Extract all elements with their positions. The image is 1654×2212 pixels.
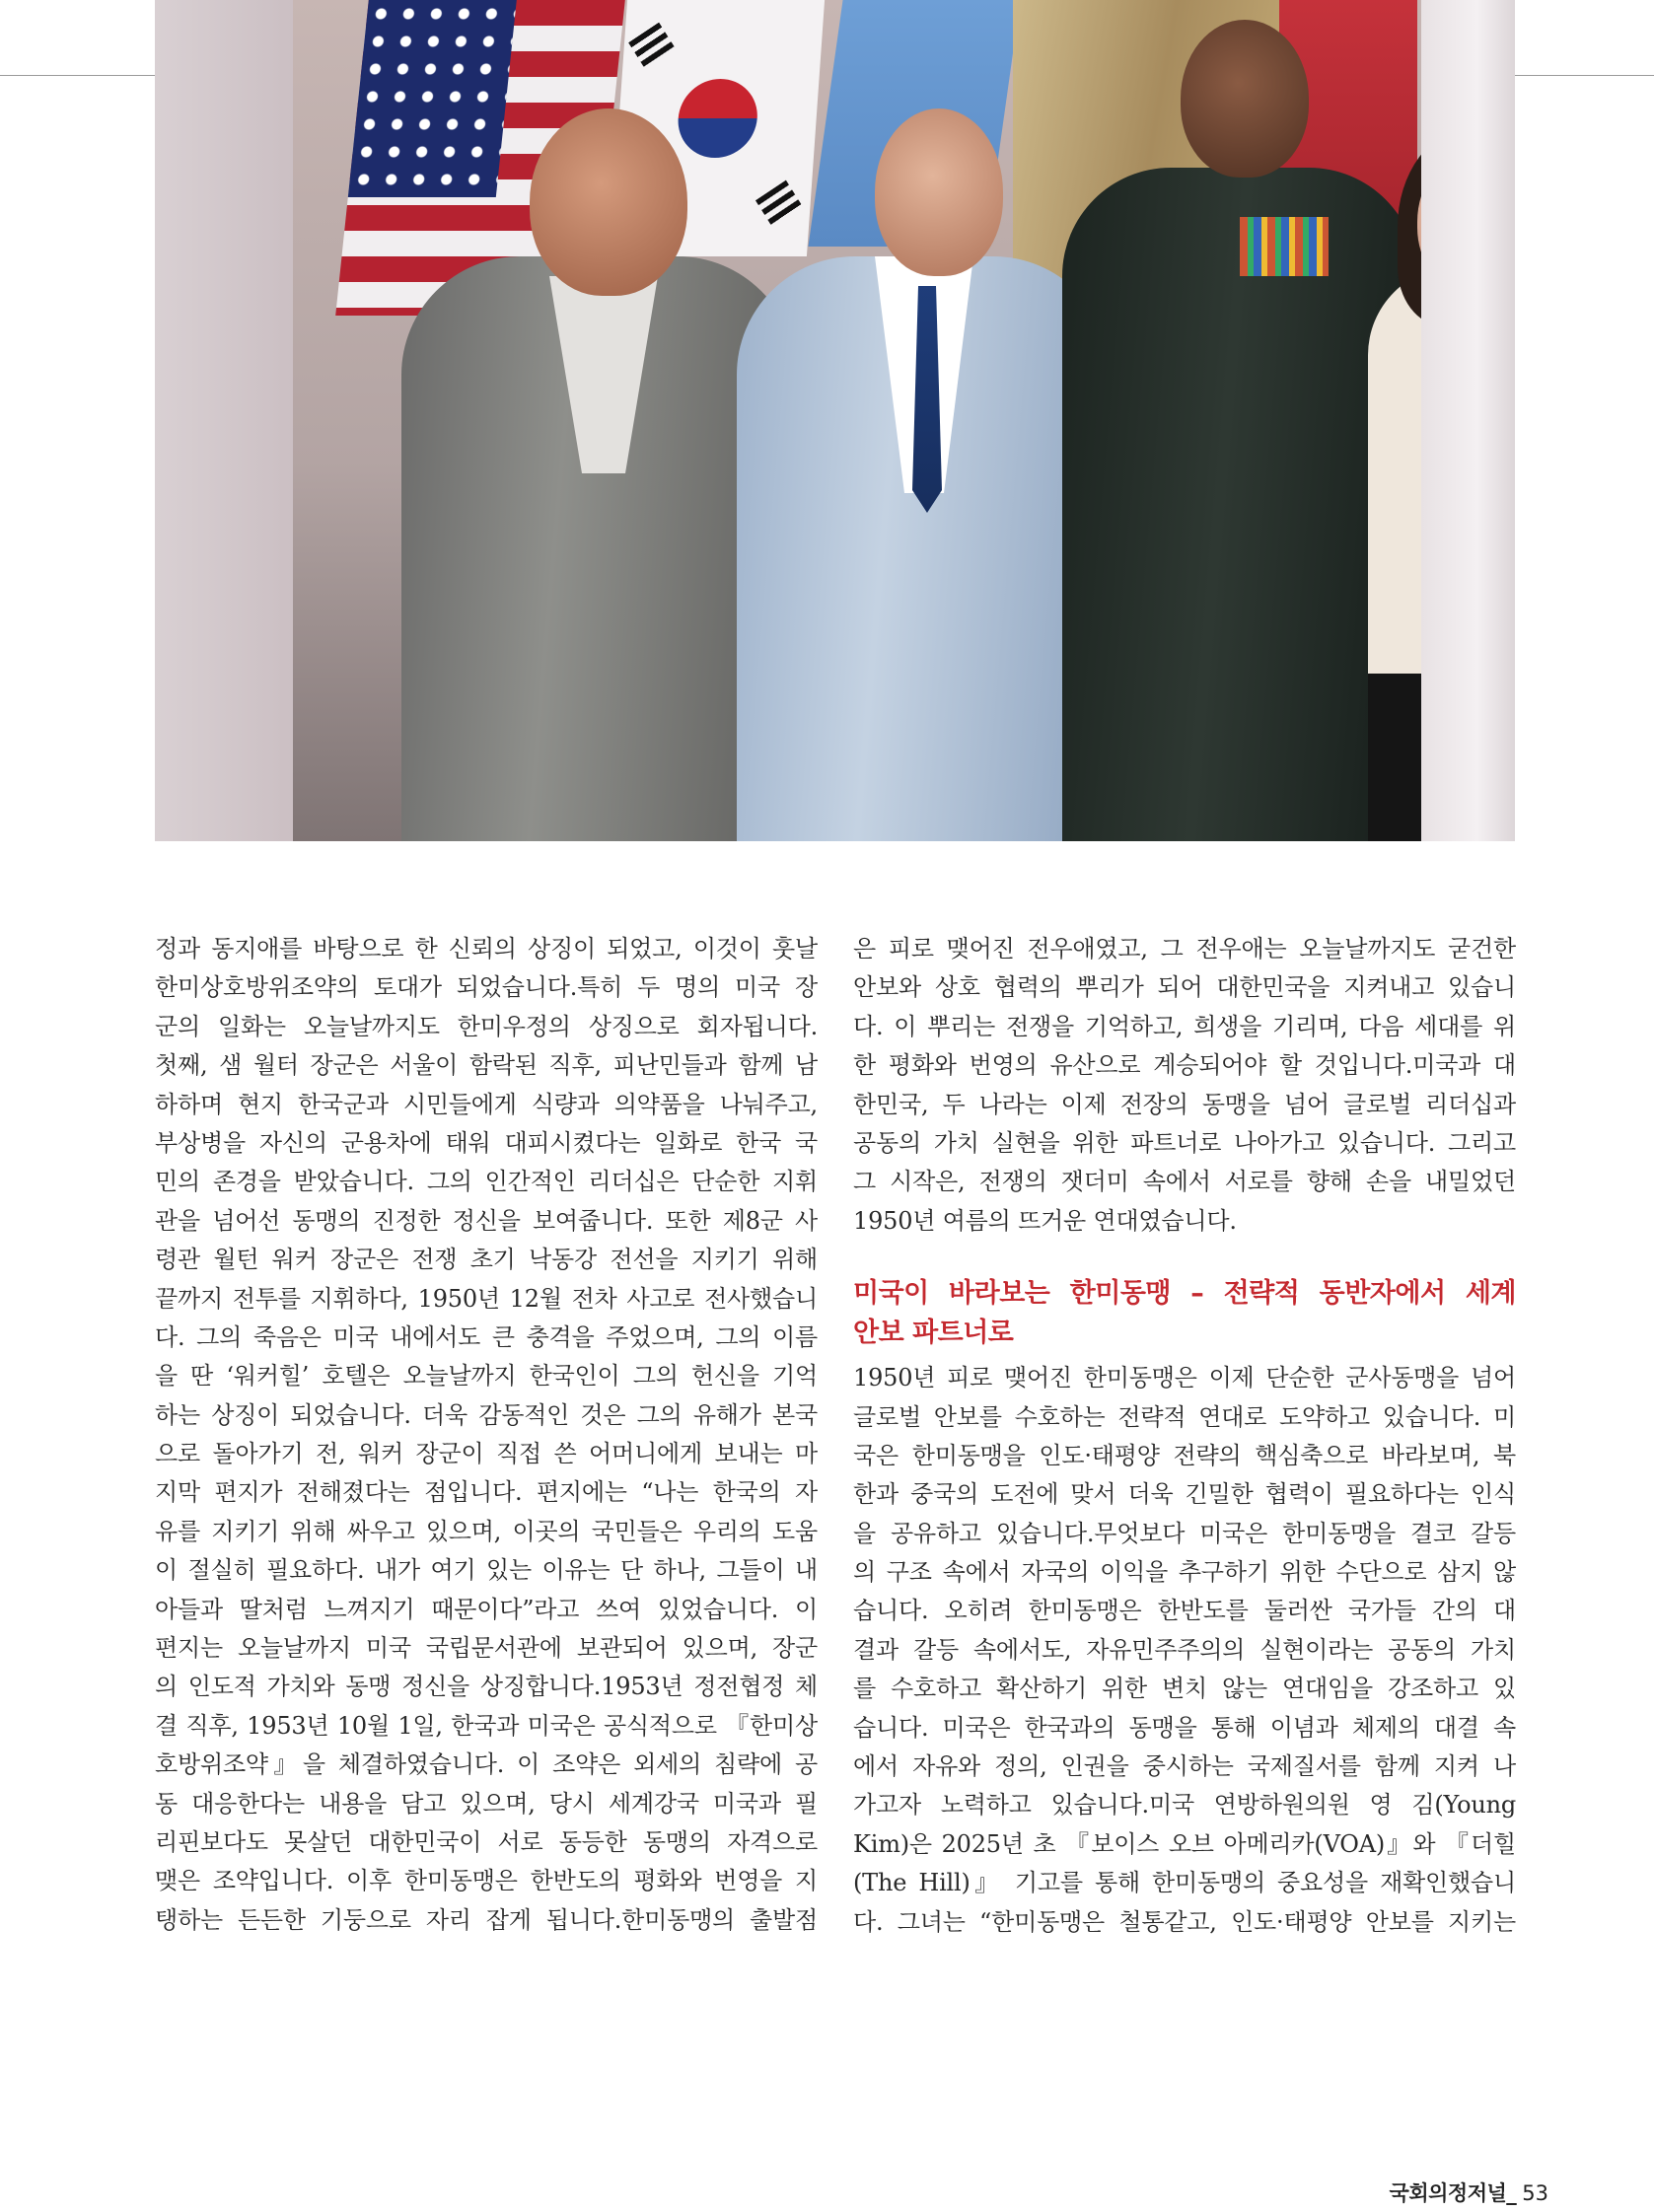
section-heading-line: 안보 파트너로 [853,1318,1014,1349]
right-column-intro-line: 1950년 여름의 뜨거운 연대였습니다. [853,1206,1237,1235]
left-column-line: 한미상호방위조약의 토대가 되었습니다.특히 두 명의 미국 장 [155,973,818,1002]
left-column-line: 탱하는 든든한 기둥으로 자리 잡게 됩니다.한미동맹의 출발점 [155,1905,818,1934]
left-column-line: 편지는 오늘날까지 미국 국립문서관에 보관되어 있으며, 장군 [155,1634,818,1663]
left-column-line: 결 직후, 1953년 10월 1일, 한국과 미국은 공식적으로 『한미상 [155,1711,818,1740]
right-column-body-line: 글로벌 안보를 수호하는 전략적 연대로 도약하고 있습니다. 미 [853,1402,1516,1431]
right-column-body-line: 에서 자유와 정의, 인권을 중시하는 국제질서를 함께 지켜 나 [853,1752,1516,1781]
left-column-line: 맺은 조약입니다. 이후 한미동맹은 한반도의 평화와 번영을 지 [155,1867,818,1895]
right-column-body-line: 를 수호하고 확산하기 위한 변치 않는 연대임을 강조하고 있 [853,1675,1516,1703]
right-column-body-line: 국은 한미동맹을 인도·태평양 전략의 핵심축으로 바라보며, 북 [853,1441,1516,1469]
right-column-body-line: 결과 갈등 속에서도, 자유민주주의의 실현이라는 공동의 가치 [853,1635,1516,1664]
right-column-body-line: 의 구조 속에서 자국의 이익을 추구하기 위한 수단으로 삼지 않 [853,1558,1516,1587]
left-column-line: 리핀보다도 못살던 대한민국이 서로 동등한 동맹의 자격으로 [155,1827,818,1856]
left-column-line: 령관 월턴 워커 장군은 전쟁 초기 낙동강 전선을 지키기 위해 [155,1246,818,1274]
left-column-line: 하는 상징이 되었습니다. 더욱 감동적인 것은 그의 유해가 본국 [155,1400,818,1429]
left-column-line: 의 인도적 가치와 동맹 정신을 상징합니다.1953년 정전협정 체 [155,1673,818,1701]
right-column-body-line: 한과 중국의 도전에 맞서 더욱 긴밀한 협력이 필요하다는 인식 [853,1480,1516,1509]
right-column-intro [853,930,1516,1241]
left-column-line: 을 딴 ‘워커힐’ 호텔은 오늘날까지 한국인이 그의 헌신을 기억 [155,1362,818,1391]
right-column-body-line: Kim)은 2025년 초 『보이스 오브 아메리카(VOA)』와 『더힐 [853,1829,1516,1858]
left-column-line: 끝까지 전투를 지휘하다, 1950년 12월 전차 사고로 전사했습니 [155,1284,818,1313]
left-column-line: 이 절실히 필요하다. 내가 여기 있는 이유는 단 하나, 그들이 내 [155,1556,818,1585]
right-column-intro-line: 안보와 상호 협력의 뿌리가 되어 대한민국을 지켜내고 있습니 [853,973,1516,1002]
left-column-line: 민의 존경을 받았습니다. 그의 인간적인 리더십은 단순한 지휘 [155,1168,818,1196]
left-column-line: 으로 돌아가기 전, 워커 장군이 직접 쓴 어머니에게 보내는 마 [155,1440,818,1468]
right-column-body-line: 1950년 피로 맺어진 한미동맹은 이제 단순한 군사동맹을 넘어 [853,1364,1516,1392]
group-photo [155,0,1515,841]
left-column-line: 유를 지키기 위해 싸우고 있으며, 이곳의 국민들은 우리의 도움 [155,1517,818,1545]
left-column-line: 관을 넘어선 동맹의 진정한 정신을 보여줍니다. 또한 제8군 사 [155,1206,818,1235]
right-column-intro-line: 한민국, 두 나라는 이제 전장의 동맹을 넘어 글로벌 리더십과 [853,1090,1516,1118]
left-column-line: 호방위조약』을 체결하였습니다. 이 조약은 외세의 침략에 공 [155,1750,818,1779]
left-column-line: 군의 일화는 오늘날까지도 한미우정의 상징으로 회자됩니다. [155,1012,818,1040]
right-column-body [853,1359,1516,1942]
right-column-intro-line: 한 평화와 번영의 유산으로 계승되어야 할 것입니다.미국과 대 [853,1051,1516,1080]
right-column-body-line: 을 공유하고 있습니다.무엇보다 미국은 한미동맹을 결코 갈등 [853,1519,1516,1547]
right-column-intro-line: 그 시작은, 전쟁의 잿더미 속에서 서로를 향해 손을 내밀었던 [853,1168,1516,1196]
left-column-line: 지막 편지가 전해졌다는 점입니다. 편지에는 “나는 한국의 자 [155,1478,818,1507]
left-column-line: 첫째, 샘 월터 장군은 서울이 함락된 직후, 피난민들과 함께 남 [155,1051,818,1080]
left-column-line: 아들과 딸처럼 느껴지기 때문이다”라고 쓰여 있었습니다. 이 [155,1595,818,1623]
left-column-line: 부상병을 자신의 군용차에 태워 대피시켰다는 일화로 한국 국 [155,1128,818,1157]
right-column-intro-line: 다. 이 뿌리는 전쟁을 기억하고, 희생을 기리며, 다음 세대를 위 [853,1012,1516,1040]
right-column-body-line: 다. 그녀는 “한미동맹은 철통같고, 인도·태평양 안보를 지키는 [853,1907,1516,1936]
right-column-body-line: (The Hill)』 기고를 통해 한미동맹의 중요성을 재확인했습니 [853,1869,1516,1897]
right-column-body-line: 가고자 노력하고 있습니다.미국 연방하원의원 영 김(Young [853,1791,1516,1820]
right-column-intro-line: 은 피로 맺어진 전우애였고, 그 전우애는 오늘날까지도 굳건한 [853,935,1516,963]
section-heading [853,1274,1516,1353]
page-footer [1390,2177,1548,2207]
right-column-body-line: 습니다. 오히려 한미동맹은 한반도를 둘러싼 국가들 간의 대 [853,1597,1516,1625]
left-column-line: 정과 동지애를 바탕으로 한 신뢰의 상징이 되었고, 이것이 훗날 [155,935,818,963]
page-number: 53 [1522,2181,1548,2205]
photo-frame-edge [1421,0,1515,841]
left-column-line: 다. 그의 죽음은 미국 내에서도 큰 충격을 주었으며, 그의 이름 [155,1322,818,1351]
right-column [853,930,1516,1942]
left-column-line: 하하며 현지 한국군과 시민들에게 식량과 의약품을 나눠주고, [155,1090,818,1118]
left-column [155,930,818,1940]
journal-name: 국회의정저널_ [1389,2181,1517,2205]
section-heading-line: 미국이 바라보는 한미동맹 – 전략적 동반자에서 세계 [853,1278,1516,1310]
right-column-intro-line: 공동의 가치 실현을 위한 파트너로 나아가고 있습니다. 그리고 [853,1128,1516,1157]
right-column-body-line: 습니다. 미국은 한국과의 동맹을 통해 이념과 체제의 대결 속 [853,1713,1516,1742]
left-column-line: 동 대응한다는 내용을 담고 있으며, 당시 세계강국 미국과 필 [155,1789,818,1818]
